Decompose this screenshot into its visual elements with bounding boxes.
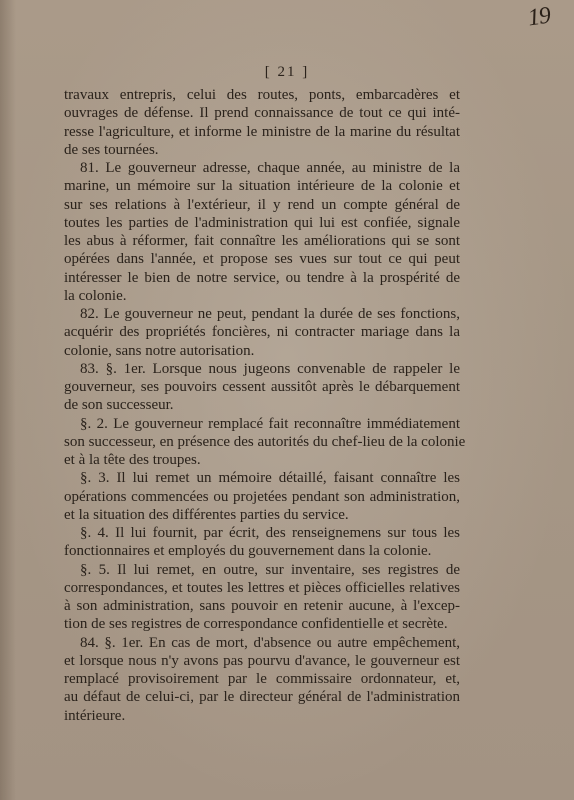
text-line: §. 5. Il lui remet, en outre, sur inventaire, ses registres de — [80, 561, 460, 578]
text-line: et lorsque nous n'y avons pas pourvu d'avance, le gouverneur est — [64, 652, 460, 669]
text-line: fonctionnaires et employés du gouvernement dans la colonie. — [64, 543, 432, 560]
text-line: opérées dans l'année, et propose ses vues sur tout ce qui peut — [64, 251, 460, 268]
text-line: marine, un mémoire sur la situation intérieure de la colonie et — [64, 178, 460, 195]
text-line: sur ses relations à l'extérieur, il y rend un compte général de — [64, 196, 460, 213]
text-line: §. 4. Il lui fournit, par écrit, des renseignemens sur tous les — [80, 525, 460, 541]
text-line: toutes les parties de l'administration qui lui est confiée, signale — [64, 214, 460, 231]
text-line: acquérir des propriétés foncières, ni contracter mariage dans la — [64, 324, 460, 341]
text-line: son successeur, en présence des autorités du chef-lieu de la colonie — [64, 433, 466, 450]
text-line: §. 2. Le gouverneur remplacé fait reconnaître immédiatement — [80, 415, 460, 432]
text-line: à son administration, sans pouvoir en retenir aucune, à l'excep- — [64, 598, 460, 614]
text-line: et la situation des différentes parties du service. — [64, 506, 349, 523]
text-line: 83. §. 1er. Lorsque nous jugeons convenable de rappeler le — [80, 360, 460, 377]
handwritten-folio-number: 19 — [526, 2, 552, 32]
text-line: la colonie. — [64, 287, 127, 304]
text-line: §. 3. Il lui remet un mémoire détaillé, faisant connaître les — [80, 470, 460, 487]
body-text — [64, 86, 466, 725]
text-line: et à la tête des troupes. — [64, 452, 201, 468]
text-line: au défaut de celui-ci, par le directeur général de l'administration — [64, 689, 460, 706]
text-line: 84. §. 1er. En cas de mort, d'absence ou autre empêchement, — [80, 634, 460, 651]
text-line: de ses tournées. — [64, 141, 159, 158]
text-line: les abus à réformer, fait connaître les améliorations qui se sont — [64, 233, 460, 249]
text-line: remplacé provisoirement par le commissaire ordonnateur, et, — [64, 671, 460, 687]
text-line: tion de ses registres de correspondance confidentielle et secrète. — [64, 616, 448, 633]
text-line: colonie, sans notre autorisation. — [64, 342, 255, 359]
text-line: de son successeur. — [64, 397, 174, 414]
text-line: opérations commencées ou projetées pendant son administration, — [64, 488, 460, 505]
text-line: 82. Le gouverneur ne peut, pendant la durée de ses fonctions, — [80, 306, 460, 322]
text-line: ouvrages de défense. Il prend connaissance de tout ce qui inté- — [64, 105, 460, 122]
text-line: intérieure. — [64, 707, 126, 724]
text-line: travaux entrepris, celui des routes, ponts, embarcadères et — [64, 87, 460, 103]
page-number: [ 21 ] — [264, 64, 310, 80]
text-line: gouverneur, ses pouvoirs cessent aussitôt après le débarquement — [64, 379, 460, 395]
text-line: correspondances, et toutes les lettres et pièces officielles relatives — [64, 579, 460, 596]
text-line: intéresser le bien de notre service, ou tendre à la prospérité de — [64, 269, 460, 286]
text-line: resse l'agriculture, et informe le ministre de la marine du résultat — [64, 123, 460, 140]
page-binding-shadow — [0, 0, 16, 800]
text-line: 81. Le gouverneur adresse, chaque année, au ministre de la — [80, 160, 460, 176]
